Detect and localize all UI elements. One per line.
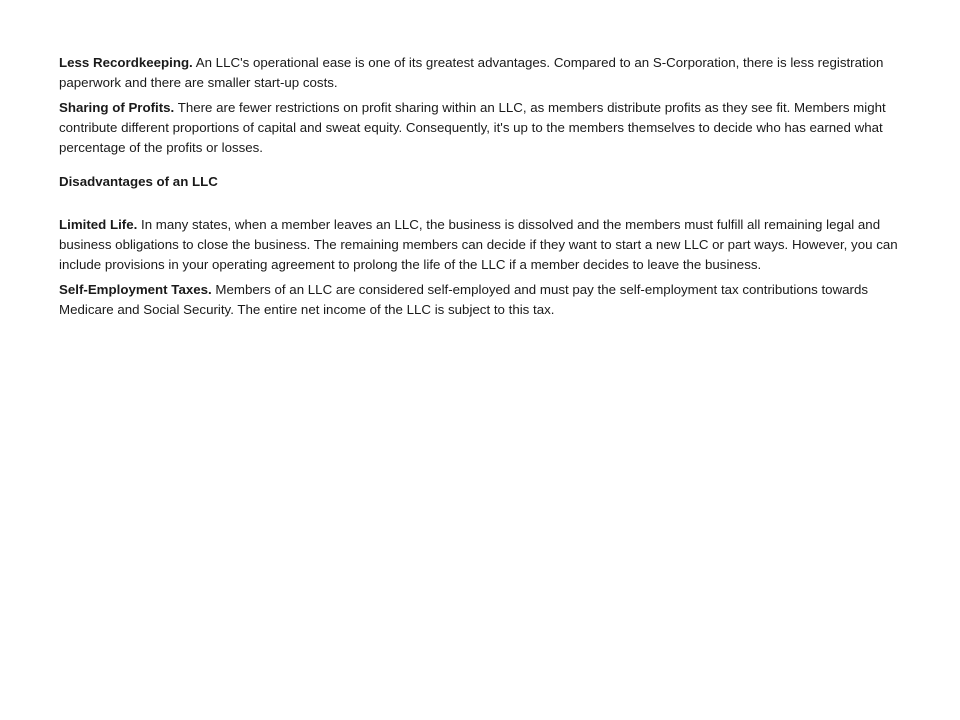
paragraph-lead: Sharing of Profits. (59, 100, 175, 115)
paragraph-self-employment-taxes (59, 280, 901, 320)
paragraph-text: Members of an LLC are considered self-employed and must pay the self-employment tax contributions towards Medicare and Social Security. The entire net income of the LLC is subject to this tax. (59, 282, 869, 317)
paragraph-lead: Less Recordkeeping. (59, 55, 193, 70)
paragraph-sharing-of-profits (59, 98, 901, 158)
section-heading: Disadvantages of an LLC (59, 174, 218, 189)
paragraph-text: An LLC's operational ease is one of its greatest advantages. Compared to an S-Corporation, there is less registration paperwork and there are smaller start-up costs. (59, 55, 884, 90)
document-body (59, 53, 901, 325)
paragraph-text: In many states, when a member leaves an LLC, the business is dissolved and the members must fulfill all remaining legal and business obligations to close the business. The remaining members can decide if they want to start a new LLC or part ways. However, you can include provisions in your operating agreement to prolong the life of the LLC if a member decides to leave the business. (59, 217, 898, 272)
paragraph-less-recordkeeping (59, 53, 901, 93)
paragraph-lead: Limited Life. (59, 217, 138, 232)
paragraph-lead: Self-Employment Taxes. (59, 282, 212, 297)
paragraph-text: There are fewer restrictions on profit sharing within an LLC, as members distribute profits as they see fit. Members might contribute different proportions of capital and sweat equity. Consequently, it's up to the members themselves to decide who has earned what percentage of the profits or losses. (59, 100, 886, 155)
paragraph-limited-life (59, 215, 901, 275)
